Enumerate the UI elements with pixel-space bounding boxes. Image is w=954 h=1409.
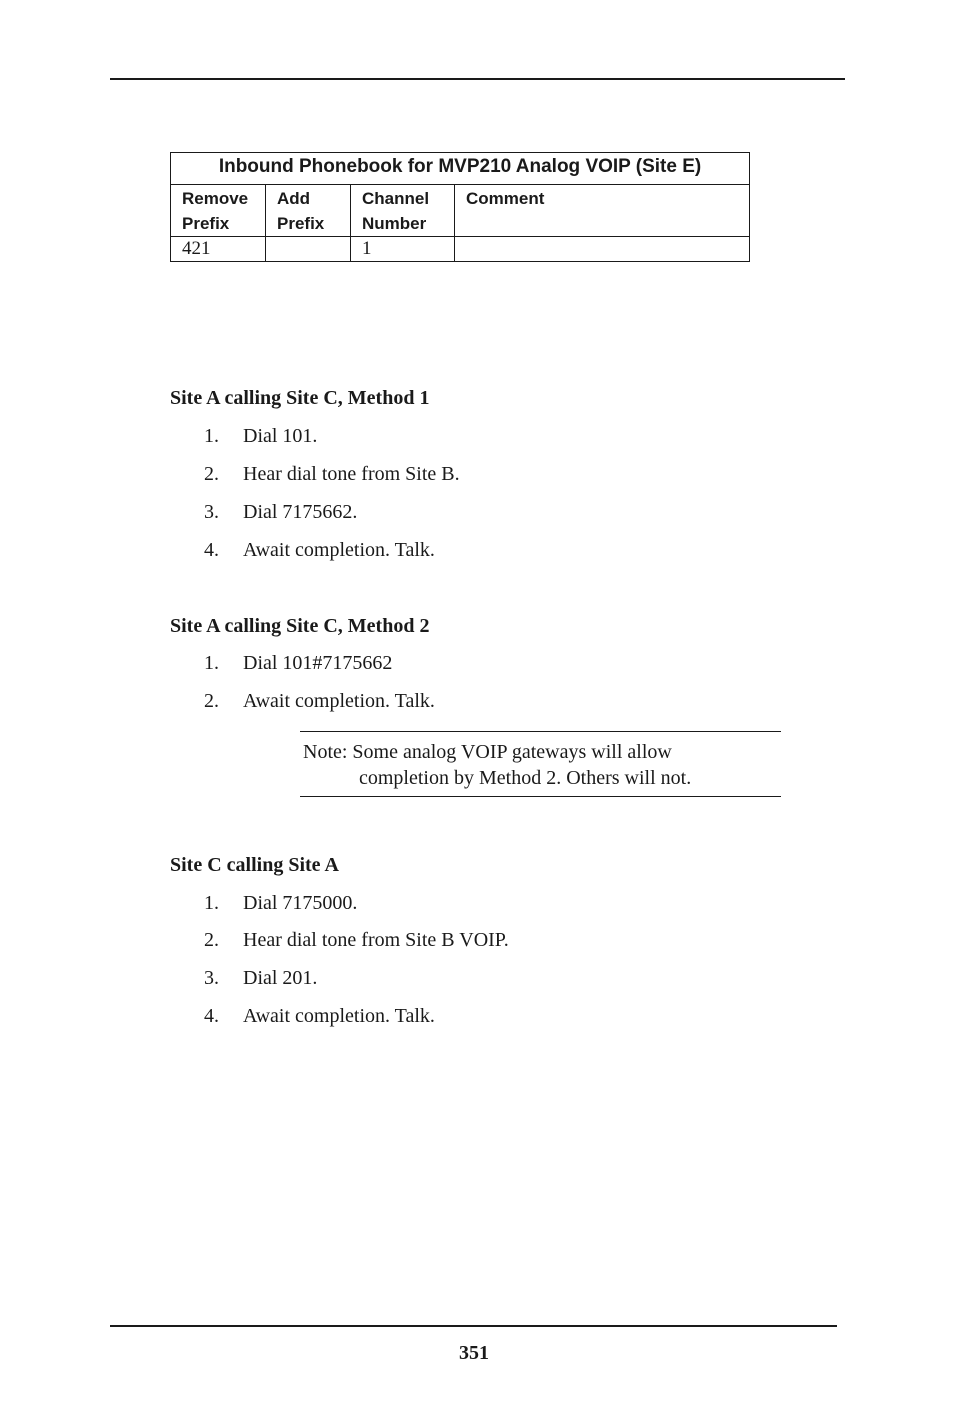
step-number: 2.	[204, 463, 219, 485]
table-row	[171, 237, 750, 262]
table-header-row	[171, 185, 750, 237]
table-cell-add-prefix	[266, 237, 351, 262]
section-heading-method-1: Site A calling Site C, Method 1	[170, 387, 430, 409]
list-item	[204, 650, 392, 676]
list-item	[204, 461, 460, 487]
step-text: Await completion. Talk.	[243, 1005, 435, 1027]
step-text: Dial 7175000.	[243, 892, 358, 914]
section-heading-site-c-calling-site-a: Site C calling Site A	[170, 854, 339, 876]
step-text: Hear dial tone from Site B VOIP.	[243, 929, 509, 951]
column-header-add-prefix: Add Prefix	[266, 185, 351, 237]
note-box	[300, 731, 781, 797]
step-number: 1.	[204, 652, 219, 674]
list-item	[204, 965, 317, 991]
list-item	[204, 1003, 435, 1029]
step-number: 3.	[204, 501, 219, 523]
step-text: Hear dial tone from Site B.	[243, 463, 460, 485]
list-item	[204, 537, 435, 563]
step-number: 3.	[204, 967, 219, 989]
step-text: Await completion. Talk.	[243, 539, 435, 561]
step-number: 4.	[204, 539, 219, 561]
step-text: Await completion. Talk.	[243, 690, 435, 712]
list-item	[204, 499, 357, 525]
table-cell-channel-number: 1	[351, 237, 455, 262]
column-header-remove-prefix: Remove Prefix	[171, 185, 266, 237]
step-number: 2.	[204, 929, 219, 951]
column-header-comment: Comment	[455, 185, 750, 237]
section-heading-method-2: Site A calling Site C, Method 2	[170, 615, 430, 637]
table-cell-comment	[455, 237, 750, 262]
page-number: 351	[459, 1342, 489, 1364]
step-number: 4.	[204, 1005, 219, 1027]
list-item	[204, 927, 509, 953]
list-item	[204, 688, 435, 714]
column-header-channel-number: Channel Number	[351, 185, 455, 237]
note-text-line-2: completion by Method 2. Others will not.	[359, 767, 692, 789]
note-text-line-1: Note: Some analog VOIP gateways will allow	[303, 741, 672, 763]
list-item	[204, 890, 357, 916]
step-number: 1.	[204, 425, 219, 447]
step-text: Dial 201.	[243, 967, 318, 989]
footer-rule	[110, 1325, 837, 1327]
step-number: 2.	[204, 690, 219, 712]
table-cell-remove-prefix: 421	[171, 237, 266, 262]
table-title: Inbound Phonebook for MVP210 Analog VOIP (Site E)	[171, 153, 750, 185]
inbound-phonebook-table	[170, 152, 750, 262]
step-number: 1.	[204, 892, 219, 914]
step-text: Dial 7175662.	[243, 501, 358, 523]
header-rule	[110, 78, 845, 80]
step-text: Dial 101#7175662	[243, 652, 393, 674]
step-text: Dial 101.	[243, 425, 318, 447]
list-item	[204, 423, 317, 449]
